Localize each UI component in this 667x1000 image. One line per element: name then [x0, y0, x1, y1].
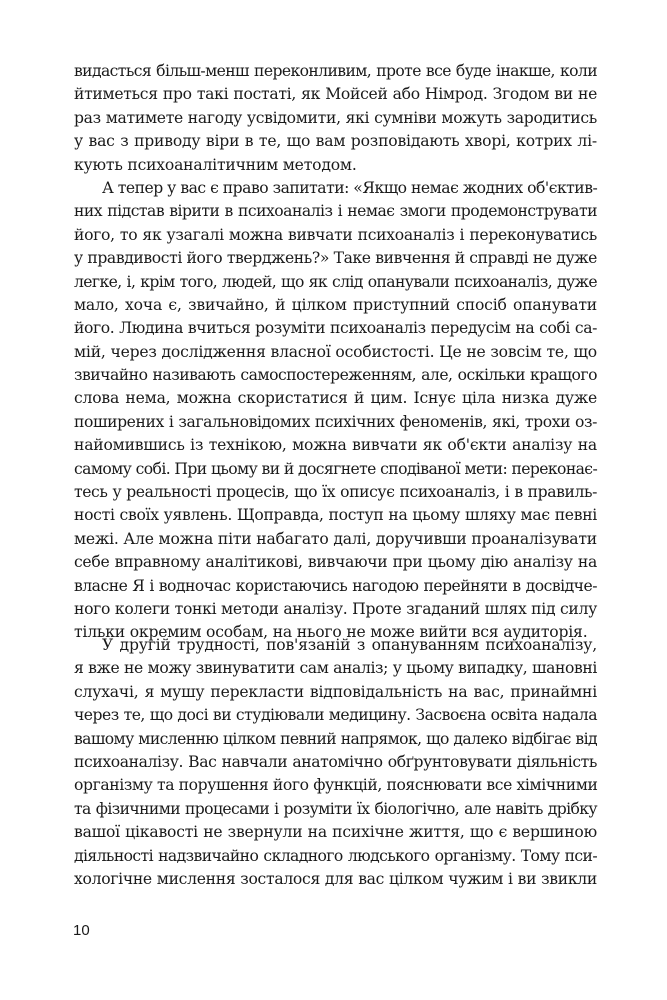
text-line: легке, і, крім того, людей, що як слід опанували психоаналіз, дуже: [74, 272, 597, 291]
text-line: ного колеги тонкі методи аналізу. Проте згаданий шлях під силу: [74, 599, 597, 618]
text-line: вашому мисленню цілком певний напрямок, що далеко відбігає від: [74, 729, 597, 748]
paragraph-1: [74, 60, 597, 177]
text-line: я вже не можу звинуватити сам аналіз; у цьому випадку, шановні: [74, 659, 597, 678]
text-line: організму та порушення його функцій, пояснювати все хімічними: [74, 776, 598, 795]
text-line: тесь у реальності процесів, що їх описує психоаналіз, і в правиль-: [74, 483, 597, 502]
text-line: вашої цікавості не звернули на психічне життя, що є вершиною: [74, 823, 597, 842]
text-line: раз матимете нагоду усвідомити, які сумніви можуть зародитись: [74, 108, 597, 127]
text-line: ності своїх уявлень. Щоправда, поступ на цьому шляху має певні: [74, 506, 597, 525]
text-line: мало, хоча є, звичайно, й цілком приступний спосіб опанувати: [74, 295, 597, 314]
text-line: У другій трудності, пов'язаній з опануванням психоаналізу,: [102, 636, 597, 654]
text-line: межі. Але можна піти набагато далі, доручивши проаналізувати: [74, 529, 597, 548]
text-block-lower: [74, 634, 597, 891]
text-line: власне Я і водночас користаючись нагодою перейняти в досвідче-: [74, 576, 597, 595]
page-number: 10: [73, 922, 90, 939]
paragraph-2: [74, 177, 597, 645]
text-line: тільки окремим особам, на нього не може вийти вся аудиторія.: [74, 623, 588, 642]
text-line: хологічне мислення зосталося для вас цілком чужим і ви звикли: [74, 869, 597, 888]
text-line: А тепер у вас є право запитати: «Якщо немає жодних об'єктив-: [102, 178, 598, 197]
text-line: у правдивості його тверджень?» Таке вивчення й справді не дуже: [74, 249, 597, 268]
text-line: кують психоаналітичним методом.: [74, 155, 357, 174]
text-line: його. Людина вчиться розуміти психоаналіз передусім на собі са-: [74, 319, 597, 338]
text-line: слухачі, я мушу перекласти відповідальність на вас, принаймні: [74, 682, 597, 701]
text-line: них підстав вірити в психоаналіз і немає змоги продемонструвати: [74, 202, 597, 221]
paragraph-3: [74, 634, 597, 891]
text-line: себе вправному аналітикові, вивчаючи при цьому дію аналізу на: [74, 553, 597, 572]
text-line: через те, що досі ви студіювали медицину. Засвоєна освіта надала: [74, 706, 597, 725]
text-line: мій, через дослідження власної особистості. Це не зовсім те, що: [74, 342, 597, 361]
text-line: йтиметься про такі постаті, як Мойсей або Німрод. Згодом ви не: [74, 85, 597, 104]
text-line: поширених і загальновідомих психічних феноменів, які, трохи оз-: [74, 412, 597, 431]
text-line: діяльності надзвичайно складного людського організму. Тому пси-: [74, 846, 597, 865]
text-line: у вас з приводу віри в те, що вам розповідають хворі, котрих лі-: [74, 132, 597, 151]
text-line: його, то як узагалі можна вивчати психоаналіз і переконуватись: [74, 225, 597, 244]
text-line: психоаналізу. Вас навчали анатомічно обґрунтовувати діяльність: [74, 752, 597, 771]
text-line: самому собі. При цьому ви й досягнете сподіваної мети: переконає-: [74, 459, 598, 478]
text-block-upper: [74, 60, 597, 645]
text-line: та фізичними процесами і розуміти їх біологічно, але навіть дрібку: [74, 799, 597, 818]
text-line: видасться більш-менш переконливим, проте все буде інакше, коли: [74, 62, 597, 80]
text-line: найомившись із технікою, можна вивчати як об'єкти аналізу на: [74, 436, 597, 455]
text-line: звичайно називають самоспостереженням, але, оскільки кращого: [74, 366, 597, 385]
text-line: слова нема, можна скористатися й цим. Існує ціла низка дуже: [74, 389, 597, 408]
